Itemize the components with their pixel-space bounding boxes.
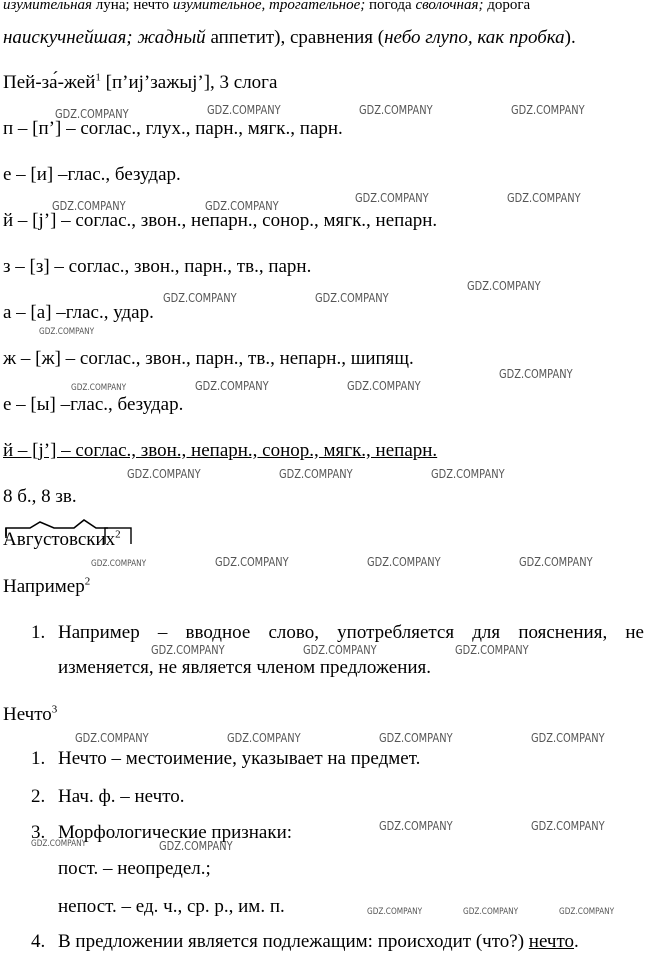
list-item-text: Морфологические признаки: [58, 822, 293, 843]
footnote-mark: 1 [95, 71, 101, 84]
list-item-text: Нач. ф. – нечто. [58, 786, 185, 807]
italic-run: наискучнейшая; жадный [3, 27, 206, 48]
list-item-text [58, 931, 579, 953]
watermark-text: GDZ.COMPANY [467, 279, 541, 293]
watermark-text: GDZ.COMPANY [379, 819, 453, 833]
watermark-text: GDZ.COMPANY [279, 467, 353, 481]
watermark-text: GDZ.COMPANY [531, 731, 605, 745]
watermark-text: GDZ.COMPANY [31, 839, 87, 849]
watermark-text: GDZ.COMPANY [205, 199, 279, 213]
phonetic-line: з – [з] – соглас., звон., парн., тв., парн. [3, 256, 312, 277]
section-title-naprimer [3, 576, 90, 598]
phonetic-line: е – [ы] –глас., безудар. [3, 394, 184, 415]
watermark-text: GDZ.COMPANY [359, 103, 433, 117]
list-number: 1. [31, 622, 46, 643]
watermark-text: GDZ.COMPANY [91, 559, 147, 569]
text-run: аппетит), сравнения ( [205, 27, 385, 48]
list-number: 2. [31, 786, 46, 807]
watermark-text: GDZ.COMPANY [463, 907, 519, 917]
text-run: погода [365, 0, 416, 13]
watermark-text: GDZ.COMPANY [75, 731, 149, 745]
list-number: 3. [31, 822, 46, 843]
text-run: ). [564, 27, 576, 48]
watermark-text: GDZ.COMPANY [367, 907, 423, 917]
variable-features: непост. – ед. ч., ср. р., им. п. [58, 896, 285, 917]
list-item-text: Нечто – местоимение, указывает на предмет. [58, 748, 421, 769]
watermark-text: GDZ.COMPANY [455, 643, 529, 657]
watermark-text: GDZ.COMPANY [511, 103, 585, 117]
text-run: луна; нечто [92, 0, 173, 13]
italic-run: небо глупо, как пробка [384, 27, 565, 48]
watermark-text: GDZ.COMPANY [159, 839, 233, 853]
text-line-epithets [3, 0, 530, 16]
phonetic-total: 8 б., 8 зв. [3, 486, 77, 507]
watermark-text: GDZ.COMPANY [347, 379, 421, 393]
list-number: 1. [31, 748, 46, 769]
watermark-text: GDZ.COMPANY [71, 383, 127, 393]
list-item-text-cont: изменяется, не является членом предложения. [58, 657, 432, 678]
morphemic-word [3, 529, 121, 551]
phonetic-line: е – [и] –глас., безудар. [3, 164, 181, 185]
watermark-text: GDZ.COMPANY [227, 731, 301, 745]
watermark-text: GDZ.COMPANY [559, 907, 615, 917]
watermark-text: GDZ.COMPANY [215, 555, 289, 569]
watermark-text: GDZ.COMPANY [431, 467, 505, 481]
watermark-text: GDZ.COMPANY [519, 555, 593, 569]
watermark-text: GDZ.COMPANY [499, 367, 573, 381]
watermark-text: GDZ.COMPANY [315, 291, 389, 305]
watermark-text: GDZ.COMPANY [39, 327, 95, 337]
watermark-text: GDZ.COMPANY [151, 643, 225, 657]
footnote-mark: 2 [84, 575, 91, 588]
watermark-text: GDZ.COMPANY [55, 107, 129, 121]
phonetic-heading [3, 72, 277, 94]
phonetic-line: п – [п’] – соглас., глух., парн., мягк., парн. [3, 118, 343, 139]
watermark-text: GDZ.COMPANY [531, 819, 605, 833]
constant-features: пост. – неопредел.; [58, 858, 211, 879]
watermark-text: GDZ.COMPANY [52, 199, 126, 213]
watermark-text: GDZ.COMPANY [127, 467, 201, 481]
footnote-mark: 2 [115, 528, 121, 541]
footnote-mark: 3 [51, 703, 58, 716]
watermark-text: GDZ.COMPANY [163, 291, 237, 305]
text-line-comparisons [3, 27, 576, 49]
italic-run: изумительная [3, 0, 93, 13]
heading-word: Пей-за́-жей [3, 72, 96, 93]
list-item-text: Например – вводное слово, употребляется для пояснения, не [58, 622, 644, 643]
watermark-text: GDZ.COMPANY [367, 555, 441, 569]
italic-run: изумительное, трогательное; [172, 0, 366, 13]
phonetic-line: й – [j’] – соглас., звон., непарн., сонор., мягк., непарн. [3, 210, 438, 231]
phonetic-line: а – [а] –глас., удар. [3, 302, 154, 323]
section-title-text: Нечто [3, 704, 52, 725]
section-title-nechto [3, 704, 57, 726]
underlined-subject: нечто [528, 931, 575, 952]
list-number: 4. [31, 931, 46, 952]
phonetic-line: ж – [ж] – соглас., звон., парн., тв., непарн., шипящ. [3, 348, 414, 369]
watermark-text: GDZ.COMPANY [207, 103, 281, 117]
sentence-end: . [574, 931, 579, 952]
watermark-text: GDZ.COMPANY [379, 731, 453, 745]
morphemic-word-text: Августовских [3, 529, 116, 550]
phonetic-line-last: й – [j’] – соглас., звон., непарн., сонор., мягк., непарн. [3, 440, 438, 461]
heading-transcription: [п’иj’зажыj’], 3 слога [100, 72, 278, 93]
section-title-text: Например [3, 576, 85, 597]
italic-run: сволочная; [415, 0, 484, 13]
watermark-text: GDZ.COMPANY [303, 643, 377, 657]
watermark-text: GDZ.COMPANY [355, 191, 429, 205]
sentence-role-text: В предложении является подлежащим: происходит (что?) [58, 931, 529, 952]
text-run: дорога [483, 0, 531, 13]
watermark-text: GDZ.COMPANY [195, 379, 269, 393]
watermark-text: GDZ.COMPANY [507, 191, 581, 205]
